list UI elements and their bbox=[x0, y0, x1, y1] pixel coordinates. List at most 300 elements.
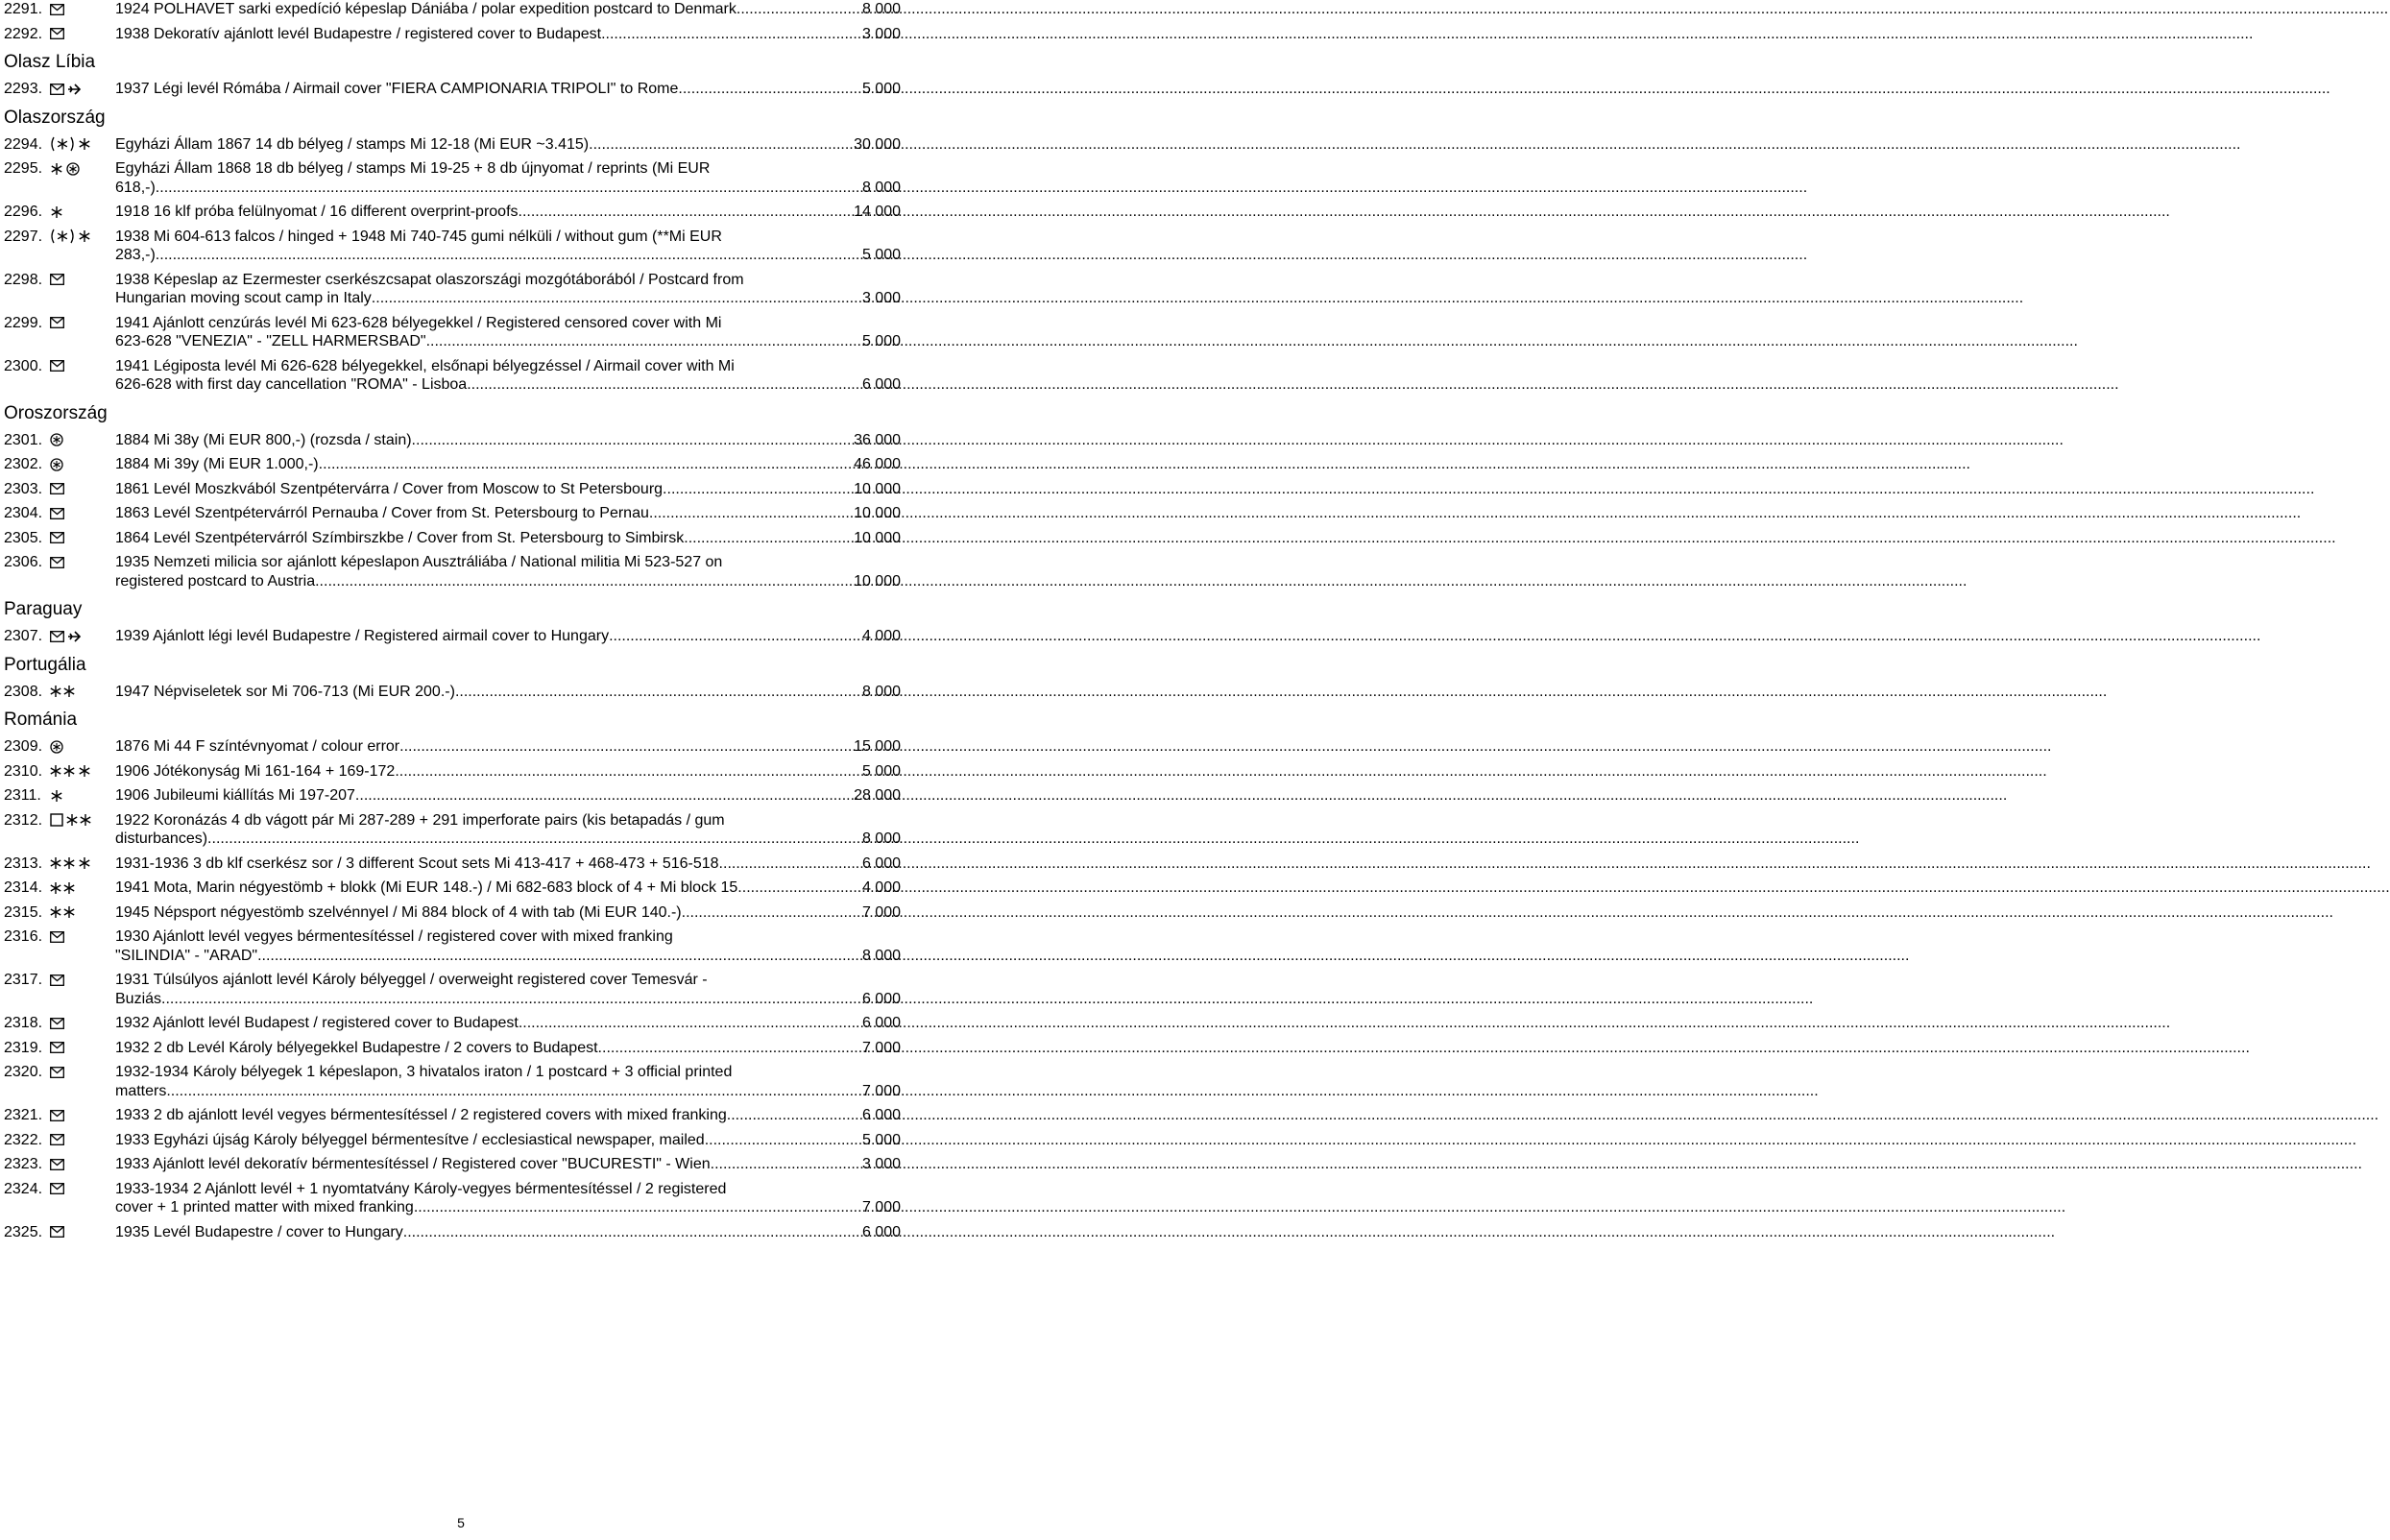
lot-price: 46 000 bbox=[854, 456, 901, 472]
lot-description-line: 1941 Ajánlott cenzúrás levél Mi 623-628 bélyegekkel / Registered censored cover with Mi bbox=[115, 314, 722, 331]
condition-icons bbox=[50, 1014, 115, 1032]
lot-description-last-line bbox=[115, 1131, 901, 1150]
lot-entry bbox=[0, 1155, 922, 1174]
lot-price: 10 000 bbox=[854, 529, 901, 546]
lot-entry bbox=[0, 25, 922, 44]
lot-description-line: 1941 Légiposta levél Mi 626-628 bélyegekkel, elsőnapi bélyegzéssel / Airmail cover with Mi bbox=[115, 357, 735, 374]
lot-number: 2325. bbox=[4, 1223, 43, 1240]
leader-dots bbox=[399, 737, 854, 757]
lot-number: 2316. bbox=[4, 928, 43, 945]
lot-description-text: 1918 16 klf próba felülnyomat / 16 different overprint-proofs bbox=[115, 204, 519, 220]
lot-description-line: 1922 Koronázás 4 db vágott pár Mi 287-289 + 291 imperforate pairs (kis betapadás / gum bbox=[115, 811, 725, 829]
lot-number: 2321. bbox=[4, 1107, 43, 1123]
lot-description-last-line bbox=[115, 480, 901, 499]
lot-description bbox=[115, 1063, 901, 1100]
lot-description-text: 623-628 "VENEZIA" - "ZELL HARMERSBAD" bbox=[115, 333, 426, 349]
lot-description-last-line bbox=[115, 878, 901, 898]
lot-description-text: registered postcard to Austria bbox=[115, 572, 316, 590]
lot-description-last-line bbox=[115, 455, 901, 474]
hinged-icon bbox=[50, 136, 75, 153]
lot-price: 6 000 bbox=[861, 1107, 901, 1123]
cover-icon bbox=[50, 1, 64, 17]
lot-description-last-line bbox=[115, 854, 901, 874]
lot-description-text: 1933 Ajánlott levél dekoratív bérmentesítéssel / Registered cover "BUCURESTI" - Wien bbox=[115, 1156, 711, 1172]
condition-icons bbox=[50, 683, 115, 701]
lot-description-text: 1945 Népsport négyestömb szelvénnyel / Mi 884 block of 4 with tab (Mi EUR 140.-) bbox=[115, 903, 682, 921]
lot-number: 2322. bbox=[4, 1131, 43, 1148]
lot-description bbox=[115, 854, 901, 874]
leader-dots bbox=[207, 830, 862, 849]
lot-description-text: 1906 Jubileumi kiállítás Mi 197-207 bbox=[115, 787, 355, 804]
lot-description bbox=[115, 971, 901, 1008]
lot-description-text: 626-628 with first day cancellation "ROMA" - Lisboa bbox=[115, 376, 468, 393]
lot-description bbox=[115, 786, 901, 806]
condition-icons bbox=[50, 1039, 115, 1057]
lot-description bbox=[115, 271, 901, 308]
lot-description bbox=[115, 927, 901, 965]
lot-price: 5 000 bbox=[861, 81, 901, 97]
lot-description-last-line bbox=[115, 0, 901, 19]
lot-number: 2315. bbox=[4, 903, 43, 921]
lot-description-text: Hungarian moving scout camp in Italy bbox=[115, 290, 372, 306]
cover-icon bbox=[50, 81, 64, 97]
lot-description-text: 1932 2 db Levél Károly bélyegekkel Budapestre / 2 covers to Budapest bbox=[115, 1039, 598, 1056]
lot-description bbox=[115, 1039, 901, 1058]
lot-number: 2305. bbox=[4, 529, 43, 546]
mint-icon bbox=[50, 160, 63, 177]
lot-description-text: 1939 Ajánlott légi levél Budapestre / Registered airmail cover to Hungary bbox=[115, 628, 610, 644]
cover-icon bbox=[50, 1015, 64, 1031]
lot-number: 2301. bbox=[4, 431, 43, 448]
lot-entry bbox=[0, 1014, 922, 1033]
lot-description-text: Buziás bbox=[115, 990, 162, 1007]
leader-dots bbox=[355, 786, 854, 806]
lot-description bbox=[115, 1223, 901, 1242]
lot-description bbox=[115, 135, 901, 155]
lot-number: 2307. bbox=[4, 628, 43, 644]
lot-description-last-line bbox=[115, 903, 901, 923]
lot-description-last-line bbox=[115, 179, 901, 198]
lot-description bbox=[115, 80, 901, 99]
lot-price: 6 000 bbox=[861, 376, 901, 393]
cover-icon bbox=[50, 530, 64, 546]
lot-price: 6 000 bbox=[861, 1223, 901, 1240]
lot-description bbox=[115, 0, 901, 19]
lot-description-line: 1938 Mi 604-613 falcos / hinged + 1948 Mi 740-745 gumi nélküli / without gum (**Mi EUR bbox=[115, 228, 722, 245]
leader-dots bbox=[426, 332, 862, 351]
lot-price: 7 000 bbox=[861, 1199, 901, 1215]
lot-price: 7 000 bbox=[861, 1039, 901, 1056]
lot-price: 3 000 bbox=[861, 290, 901, 306]
condition-icons bbox=[50, 25, 115, 43]
catalogue-page bbox=[0, 0, 922, 1540]
lot-description-text: 1906 Jótékonyság Mi 161-164 + 169-172 bbox=[115, 762, 396, 780]
lot-price: 3 000 bbox=[861, 25, 901, 42]
airmail-icon bbox=[67, 81, 81, 97]
mnh-icon bbox=[50, 763, 75, 780]
lot-description-line: 1938 Képeslap az Ezermester cserkészcsapat olaszországi mozgótáborából / Postcard from bbox=[115, 271, 744, 288]
cover-icon bbox=[50, 1064, 64, 1080]
condition-icons bbox=[50, 737, 115, 756]
lot-price: 5 000 bbox=[861, 1131, 901, 1148]
lot-description bbox=[115, 228, 901, 265]
lot-price: 4 000 bbox=[861, 628, 901, 644]
lot-description bbox=[115, 1131, 901, 1150]
lot-description-text: 1933 2 db ajánlott levél vegyes bérmentesítéssel / 2 registered covers with mixed franking bbox=[115, 1107, 727, 1123]
lot-price: 28 000 bbox=[854, 787, 901, 804]
section-title: Olaszország bbox=[4, 107, 106, 128]
condition-icons bbox=[50, 1180, 115, 1198]
lot-entry bbox=[0, 903, 922, 923]
lot-number: 2300. bbox=[4, 357, 43, 374]
condition-icons bbox=[50, 431, 115, 449]
lot-description-text: 1884 Mi 39y (Mi EUR 1.000,-) bbox=[115, 456, 319, 472]
mint-icon bbox=[78, 763, 91, 780]
leader-dots bbox=[649, 504, 854, 523]
lot-list bbox=[0, 0, 922, 1241]
lot-number: 2319. bbox=[4, 1039, 43, 1056]
lot-entry bbox=[0, 504, 922, 523]
lot-number: 2314. bbox=[4, 879, 43, 896]
condition-icons bbox=[50, 762, 115, 781]
airmail-icon bbox=[67, 628, 81, 644]
lot-description-line: 1930 Ajánlott levél vegyes bérmentesítéssel / registered cover with mixed franking bbox=[115, 928, 673, 945]
lot-number: 2312. bbox=[4, 811, 43, 829]
condition-icons bbox=[50, 1155, 115, 1173]
lot-entry bbox=[0, 1063, 922, 1100]
used-icon bbox=[50, 432, 63, 448]
lot-price: 8 000 bbox=[861, 830, 901, 847]
leader-dots bbox=[711, 1155, 862, 1174]
lot-description-text: 1935 Levél Budapestre / cover to Hungary bbox=[115, 1223, 403, 1240]
lot-price: 6 000 bbox=[861, 990, 901, 1007]
leader-dots bbox=[166, 1082, 862, 1101]
leader-dots bbox=[372, 289, 862, 308]
lot-price: 6 000 bbox=[861, 854, 901, 872]
cover-icon bbox=[50, 1107, 64, 1123]
section-title: Oroszország bbox=[4, 402, 108, 423]
leader-dots bbox=[682, 903, 862, 923]
lot-number: 2313. bbox=[4, 854, 43, 872]
condition-icons bbox=[50, 927, 115, 946]
lot-entry bbox=[0, 228, 922, 265]
lot-description-line: 1932-1934 Károly bélyegek 1 képeslapon, 3 hivatalos iraton / 1 postcard + 3 official printed bbox=[115, 1064, 733, 1080]
lot-price: 3 000 bbox=[861, 1156, 901, 1172]
lot-description-last-line bbox=[115, 1039, 901, 1058]
lot-number: 2320. bbox=[4, 1064, 43, 1080]
leader-dots bbox=[678, 80, 862, 99]
leader-dots bbox=[156, 246, 862, 265]
lot-description bbox=[115, 1180, 901, 1217]
lot-price: 6 000 bbox=[861, 1015, 901, 1031]
lot-number: 2323. bbox=[4, 1156, 43, 1172]
leader-dots bbox=[663, 480, 854, 499]
leader-dots bbox=[467, 375, 862, 395]
mint-icon bbox=[50, 204, 63, 220]
mint-icon bbox=[78, 855, 91, 872]
mint-icon bbox=[78, 229, 91, 245]
cover-icon bbox=[50, 1132, 64, 1148]
lot-entry bbox=[0, 627, 922, 646]
lot-number: 2294. bbox=[4, 135, 43, 153]
lot-entry bbox=[0, 357, 922, 395]
lot-description bbox=[115, 314, 901, 351]
leader-dots bbox=[737, 878, 862, 898]
lot-description-text: 1861 Levél Moszkvából Szentpétervárra / Cover from Moscow to St Petersbourg bbox=[115, 480, 664, 497]
mint-icon bbox=[50, 787, 63, 804]
lot-number: 2296. bbox=[4, 204, 43, 220]
lot-description bbox=[115, 811, 901, 849]
cover-icon bbox=[50, 1040, 64, 1056]
lot-price: 7 000 bbox=[861, 1082, 901, 1099]
lot-description bbox=[115, 159, 901, 197]
hinged-icon bbox=[50, 229, 75, 245]
cover-icon bbox=[50, 554, 64, 570]
lot-number: 2306. bbox=[4, 554, 43, 570]
lot-description-text: matters bbox=[115, 1082, 167, 1099]
lot-price: 8 000 bbox=[861, 1, 901, 17]
cover-icon bbox=[50, 481, 64, 497]
condition-icons bbox=[50, 135, 115, 154]
lot-description-text: 618,-) bbox=[115, 179, 156, 196]
leader-dots bbox=[412, 431, 855, 450]
lot-number: 2297. bbox=[4, 228, 43, 245]
lot-description-last-line bbox=[115, 80, 901, 99]
condition-icons bbox=[50, 553, 115, 571]
lot-description-last-line bbox=[115, 25, 901, 44]
lot-description-text: 1864 Levél Szentpétervárról Szímbirszkbe / Cover from St. Petersbourg to Simbirsk bbox=[115, 529, 685, 546]
lot-description-last-line bbox=[115, 683, 901, 702]
condition-icons bbox=[50, 0, 115, 18]
lot-description-last-line bbox=[115, 1082, 901, 1101]
lot-description-text: 1932 Ajánlott levél Budapest / registered cover to Budapest bbox=[115, 1015, 519, 1031]
lot-description-text: Egyházi Állam 1867 14 db bélyeg / stamps Mi 12-18 (Mi EUR ~3.415) bbox=[115, 135, 590, 153]
lot-description-line: 1933-1934 2 Ajánlott levél + 1 nyomtatvány Károly-vegyes bérmentesítéssel / 2 registered bbox=[115, 1180, 727, 1197]
condition-icons bbox=[50, 1131, 115, 1149]
condition-icons bbox=[50, 271, 115, 289]
lot-description-text: 1937 Légi levél Rómába / Airmail cover "FIERA CAMPIONARIA TRIPOLI" to Rome bbox=[115, 81, 679, 97]
lot-price: 15 000 bbox=[854, 738, 901, 755]
lot-description-last-line bbox=[115, 762, 901, 782]
lot-number: 2293. bbox=[4, 81, 43, 97]
lot-entry bbox=[0, 878, 922, 898]
lot-number: 2302. bbox=[4, 456, 43, 472]
lot-description-last-line bbox=[115, 947, 901, 966]
lot-number: 2303. bbox=[4, 480, 43, 497]
cover-icon bbox=[50, 628, 64, 644]
lot-description bbox=[115, 627, 901, 646]
condition-icons bbox=[50, 159, 115, 178]
leader-dots bbox=[719, 854, 862, 874]
lot-description-last-line bbox=[115, 627, 901, 646]
lot-description-last-line bbox=[115, 375, 901, 395]
lot-entry bbox=[0, 1223, 922, 1242]
lot-entry bbox=[0, 0, 922, 19]
section-title: Paraguay bbox=[4, 599, 83, 619]
lot-description-last-line bbox=[115, 289, 901, 308]
lot-price: 36 000 bbox=[854, 431, 901, 448]
condition-icons bbox=[50, 357, 115, 375]
cover-icon bbox=[50, 505, 64, 521]
lot-description bbox=[115, 1155, 901, 1174]
lot-description-text: "SILINDIA" - "ARAD" bbox=[115, 947, 258, 964]
lot-description bbox=[115, 480, 901, 499]
lot-entry bbox=[0, 553, 922, 590]
lot-description-line: 1931 Túlsúlyos ajánlott levél Károly bélyeggel / overweight registered cover Temesvár - bbox=[115, 972, 708, 988]
lot-description bbox=[115, 25, 901, 44]
condition-icons bbox=[50, 228, 115, 246]
lot-entry bbox=[0, 203, 922, 222]
condition-icons bbox=[50, 627, 115, 645]
lot-number: 2317. bbox=[4, 972, 43, 988]
cover-icon bbox=[50, 358, 64, 374]
lot-description-text: 283,-) bbox=[115, 247, 156, 263]
lot-description bbox=[115, 529, 901, 548]
lot-price: 5 000 bbox=[861, 762, 901, 780]
leader-dots bbox=[519, 1014, 862, 1033]
condition-icons bbox=[50, 203, 115, 221]
lot-description bbox=[115, 1106, 901, 1125]
cover-icon bbox=[50, 928, 64, 945]
condition-icons bbox=[50, 455, 115, 473]
section-title: Románia bbox=[4, 710, 78, 730]
leader-dots bbox=[403, 1223, 862, 1242]
lot-description-last-line bbox=[115, 246, 901, 265]
lot-description-last-line bbox=[115, 830, 901, 849]
lot-number: 2309. bbox=[4, 738, 43, 755]
leader-dots bbox=[609, 627, 862, 646]
condition-icons bbox=[50, 854, 115, 873]
section-title: Portugália bbox=[4, 654, 86, 675]
lot-entry bbox=[0, 529, 922, 548]
condition-icons bbox=[50, 1106, 115, 1124]
lot-description-last-line bbox=[115, 737, 901, 757]
lot-description-last-line bbox=[115, 529, 901, 548]
lot-number: 2324. bbox=[4, 1180, 43, 1197]
lot-number: 2295. bbox=[4, 160, 43, 177]
lot-entry bbox=[0, 737, 922, 757]
lot-description-last-line bbox=[115, 332, 901, 351]
used-icon bbox=[66, 160, 80, 177]
lot-description-last-line bbox=[115, 990, 901, 1009]
lot-entry bbox=[0, 1039, 922, 1058]
page-number: 5 bbox=[457, 1515, 465, 1530]
lot-price: 8 000 bbox=[861, 947, 901, 964]
lot-description-last-line bbox=[115, 786, 901, 806]
imperf-icon bbox=[50, 812, 63, 829]
leader-dots bbox=[156, 179, 862, 198]
leader-dots bbox=[161, 990, 862, 1009]
leader-dots bbox=[519, 203, 855, 222]
lot-description-text: 1938 Dekoratív ajánlott levél Budapestre / registered cover to Budapest bbox=[115, 25, 602, 42]
lot-entry bbox=[0, 971, 922, 1008]
lot-number: 2292. bbox=[4, 25, 43, 42]
lot-description-text: cover + 1 printed matter with mixed franking bbox=[115, 1199, 414, 1215]
condition-icons bbox=[50, 1223, 115, 1241]
used-icon bbox=[50, 456, 63, 472]
mnh-icon bbox=[50, 684, 75, 700]
lot-entry bbox=[0, 1180, 922, 1217]
condition-icons bbox=[50, 1063, 115, 1081]
lot-price: 5 000 bbox=[861, 333, 901, 349]
cover-icon bbox=[50, 972, 64, 988]
lot-price: 7 000 bbox=[861, 903, 901, 921]
lot-description-text: 1924 POLHAVET sarki expedíció képeslap Dániába / polar expedition postcard to Denmark bbox=[115, 1, 736, 17]
lot-price: 4 000 bbox=[861, 879, 901, 896]
lot-price: 10 000 bbox=[854, 480, 901, 497]
lot-description-last-line bbox=[115, 203, 901, 222]
cover-icon bbox=[50, 1224, 64, 1240]
lot-description-text: 1941 Mota, Marin négyestömb + blokk (Mi EUR 148.-) / Mi 682-683 block of 4 + Mi block 15 bbox=[115, 879, 738, 896]
lot-description-text: 1947 Népviseletek sor Mi 706-713 (Mi EUR 200.-) bbox=[115, 683, 455, 700]
condition-icons bbox=[50, 903, 115, 922]
condition-icons bbox=[50, 480, 115, 498]
lot-number: 2291. bbox=[4, 1, 43, 17]
mnh-icon bbox=[50, 904, 75, 921]
condition-icons bbox=[50, 878, 115, 897]
lot-description bbox=[115, 203, 901, 222]
lot-entry bbox=[0, 927, 922, 965]
lot-number: 2299. bbox=[4, 314, 43, 331]
lot-entry bbox=[0, 431, 922, 450]
lot-description-last-line bbox=[115, 504, 901, 523]
mnh-icon bbox=[66, 812, 91, 829]
lot-number: 2311. bbox=[4, 787, 41, 804]
lot-description bbox=[115, 878, 901, 898]
lot-entry bbox=[0, 314, 922, 351]
condition-icons bbox=[50, 80, 115, 98]
leader-dots bbox=[257, 947, 862, 966]
lot-number: 2304. bbox=[4, 505, 43, 521]
leader-dots bbox=[736, 0, 862, 19]
leader-dots bbox=[705, 1131, 862, 1150]
lot-description bbox=[115, 504, 901, 523]
condition-icons bbox=[50, 786, 115, 805]
cover-icon bbox=[50, 1181, 64, 1197]
lot-price: 10 000 bbox=[854, 572, 901, 590]
lot-entry bbox=[0, 271, 922, 308]
lot-description-text: disturbances) bbox=[115, 830, 208, 847]
lot-entry bbox=[0, 786, 922, 806]
lot-description-last-line bbox=[115, 1106, 901, 1125]
lot-description bbox=[115, 553, 901, 590]
lot-price: 14 000 bbox=[854, 204, 901, 220]
leader-dots bbox=[319, 455, 854, 474]
lot-entry bbox=[0, 80, 922, 99]
mint-icon bbox=[78, 136, 91, 153]
lot-entry bbox=[0, 1106, 922, 1125]
mnh-icon bbox=[50, 855, 75, 872]
lot-description-last-line bbox=[115, 135, 901, 155]
lot-description bbox=[115, 903, 901, 923]
condition-icons bbox=[50, 971, 115, 989]
condition-icons bbox=[50, 504, 115, 522]
lot-price: 8 000 bbox=[861, 179, 901, 196]
leader-dots bbox=[455, 683, 862, 702]
lot-description-line: 1935 Nemzeti milicia sor ajánlott képeslapon Ausztráliába / National militia Mi 523-527 on bbox=[115, 554, 723, 570]
lot-description-last-line bbox=[115, 1198, 901, 1217]
leader-dots bbox=[727, 1106, 862, 1125]
section-title: Olasz Líbia bbox=[4, 52, 96, 72]
lot-price: 30 000 bbox=[854, 135, 901, 153]
lot-description-last-line bbox=[115, 572, 901, 591]
lot-description-text: 1863 Levél Szentpétervárról Pernauba / Cover from St. Petersbourg to Pernau bbox=[115, 505, 649, 521]
lot-description-last-line bbox=[115, 1014, 901, 1033]
lot-entry bbox=[0, 1131, 922, 1150]
leader-dots bbox=[315, 572, 854, 591]
lot-entry bbox=[0, 854, 922, 874]
lot-number: 2318. bbox=[4, 1015, 43, 1031]
